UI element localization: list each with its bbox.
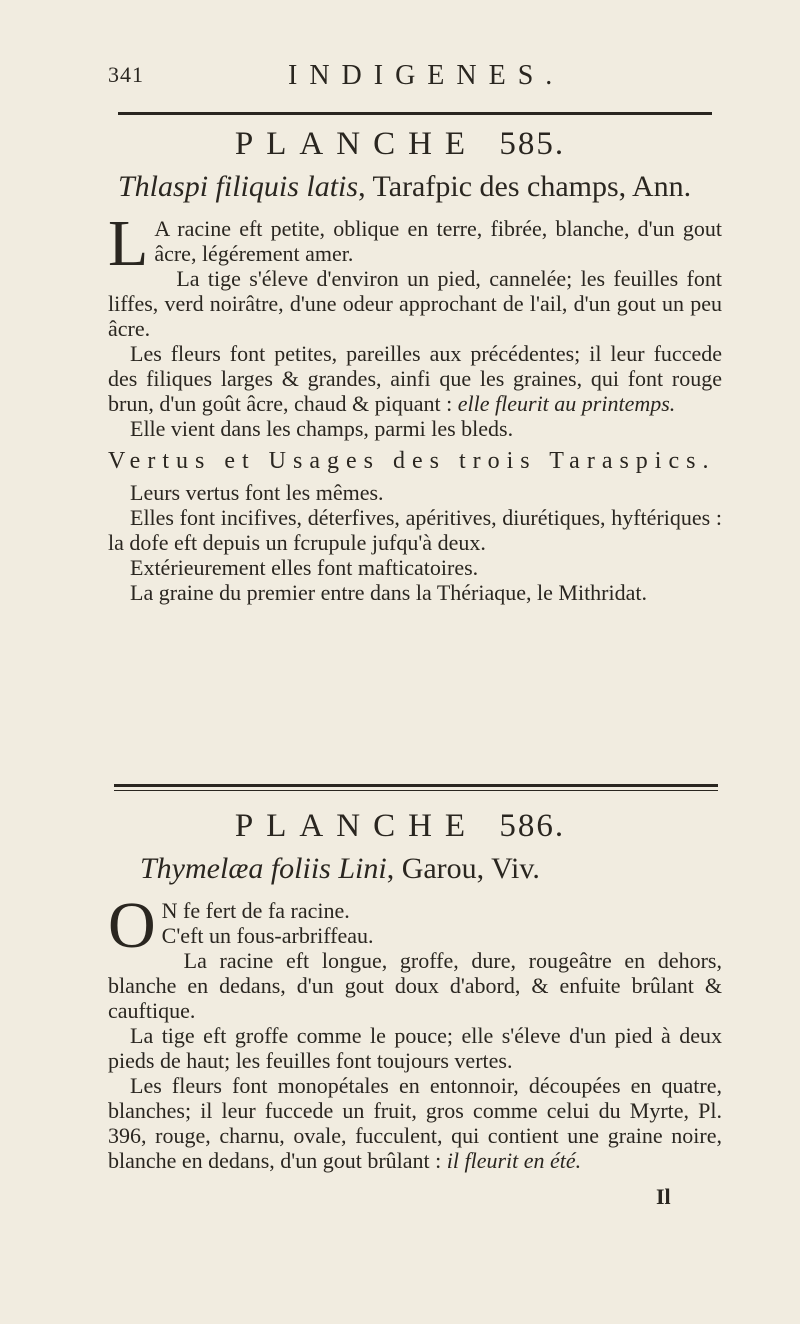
page-header <box>108 60 698 94</box>
plate-585-label: PLANCHE <box>234 126 479 162</box>
plate-585-number: 585. <box>499 126 566 162</box>
running-title: INDIGENES. <box>288 60 565 91</box>
plate-585-virtue: La graine du premier entre dans la Thériaque, le Mithridat. <box>130 580 647 605</box>
plate-586-paragraph: O N fe fert de fa racine. C'eft un fous-arbriffeau. <box>108 889 374 962</box>
plate-585-text <box>108 207 722 605</box>
plate-585-latin-name: Thlaspi filiquis latis <box>118 170 359 203</box>
header-rule <box>118 112 712 115</box>
plate-585-dropcap: L <box>108 207 149 280</box>
plate-585-paragraph: Elle vient dans les champs, parmi les bleds. <box>130 416 514 441</box>
plate-585-common-name: , Tarafpic des champs, Ann. <box>358 170 692 203</box>
plate-586-paragraph: La tige eft groffe comme le pouce; elle s'éleve d'un pied à deux pieds de haut; les feuilles font toujours vertes. <box>108 1023 722 1073</box>
plate-586-text <box>108 889 722 1173</box>
catchword: Il <box>656 1184 671 1209</box>
plate-586-paragraph: Les fleurs font monopétales en entonnoir, découpées en quatre, blanches; il leur fuccede un fruit, gros comme celui du Myrte, Pl. 396, rouge, charnu, ovale, fucculent, qui contient une graine noire, blanche en dedans, d'un gout brûlant : il fleurit en été. <box>108 1073 722 1173</box>
plate-585-section-title: Vertus et Usages des trois Taraspics. <box>108 448 716 474</box>
plate-585-virtue: Leurs vertus font les mêmes. <box>130 480 384 505</box>
plate-585-virtue: Elles font incifives, déterfives, apéritives, diurétiques, hyftériques : la dofe eft depuis un fcrupule jufqu'à deux. <box>108 505 722 555</box>
plate-586-dropcap: O <box>108 889 156 962</box>
page-number: 341 <box>108 62 144 87</box>
plate-586-flowering: il fleurit en été. <box>446 1148 582 1173</box>
section-divider <box>114 784 718 787</box>
plate-586-label: PLANCHE <box>234 808 479 844</box>
plate-585-paragraph: Les fleurs font petites, pareilles aux précédentes; il leur fuccede des filiques larges & grandes, ainfi que les graines, qui font rouge brun, d'un goût âcre, chaud & piquant : elle fleurit au printemps. <box>108 341 722 416</box>
plate-586-latin-name: Thymelæa foliis Lini <box>140 852 387 885</box>
plate-585-virtue: Extérieurement elles font mafticatoires. <box>130 555 479 580</box>
plate-585-paragraph: L A racine eft petite, oblique en terre, fibrée, blanche, d'un gout âcre, légérement amer. <box>108 207 722 280</box>
plate-585-species <box>118 170 691 204</box>
plate-586-paragraph: La racine eft longue, groffe, dure, rougeâtre en dehors, blanche en dedans, d'un gout doux d'abord, & enfuite brûlant & cauftique. <box>108 948 722 1023</box>
plate-585-flowering: elle fleurit au printemps. <box>457 391 676 416</box>
plate-586-heading <box>0 808 800 845</box>
plate-586-common-name: , Garou, Viv. <box>386 852 540 885</box>
section-divider-thin <box>114 790 718 791</box>
plate-585-paragraph: La tige s'éleve d'environ un pied, cannelée; les feuilles font liffes, verd noirâtre, d'une odeur approchant de l'ail, d'un gout un peu âcre. <box>108 266 722 341</box>
plate-586-species <box>140 852 540 886</box>
plate-585-heading <box>0 126 800 163</box>
plate-586-number: 586. <box>499 808 566 844</box>
